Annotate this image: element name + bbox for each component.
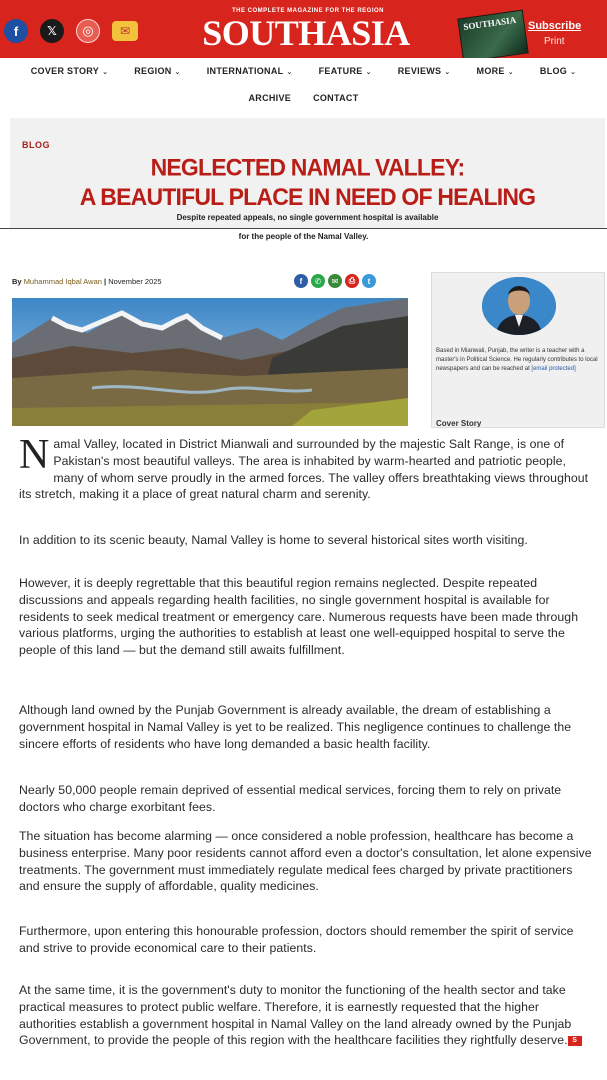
divider bbox=[0, 228, 607, 229]
author-avatar bbox=[482, 277, 556, 335]
title-line-1: NEGLECTED NAMAL VALLEY: bbox=[150, 153, 465, 181]
paragraph-6: The situation has become alarming — once considered a noble profession, healthcare has become a business enterprise. Many poor residents cannot afford even a doctor's consultation, let alone expensive treatments. The government must immediately regulate medical fees charged by private practitioners and ensure the supply of affordable, quality medicines. bbox=[19, 829, 592, 894]
paragraph-5: Nearly 50,000 people remain deprived of essential medical services, forcing them to rely on private doctors who charge exorbitant fees. bbox=[19, 783, 562, 814]
article-body bbox=[0, 430, 607, 1080]
article-dek-line-1: Despite repeated appeals, no single government hospital is available bbox=[176, 213, 439, 222]
article-dek-line-2: for the people of the Namal Valley. bbox=[238, 232, 369, 241]
chevron-down-icon: ⌄ bbox=[365, 69, 372, 76]
share-buttons bbox=[294, 274, 376, 288]
section-label[interactable]: BLOG bbox=[22, 140, 50, 150]
nav-row-primary bbox=[0, 66, 607, 76]
nav-label: REGION bbox=[134, 66, 172, 76]
chevron-down-icon: ⌄ bbox=[507, 69, 514, 76]
subscribe-link[interactable]: Subscribe bbox=[528, 20, 582, 32]
chevron-down-icon: ⌄ bbox=[102, 69, 109, 76]
article-title bbox=[10, 153, 605, 212]
byline: By Muhammad Iqbal Awan | November 2025 bbox=[12, 277, 162, 286]
paragraph-2: In addition to its scenic beauty, Namal Valley is home to several historical sites worth visiting. bbox=[19, 533, 528, 547]
brand-tagline: THE COMPLETE MAGAZINE FOR THE REGION bbox=[231, 8, 384, 14]
end-mark-icon: S bbox=[568, 1036, 582, 1046]
site-logo[interactable]: SOUTHASIA bbox=[202, 13, 410, 53]
nav-item-region[interactable] bbox=[134, 66, 180, 76]
byline-prefix: By bbox=[12, 277, 22, 286]
drop-cap: N bbox=[19, 432, 50, 478]
author-name[interactable]: Muhammad Iqbal Awan bbox=[23, 277, 102, 286]
paragraph-3: However, it is deeply regrettable that this beautiful region remains neglected. Despite repeated discussions and appeals regarding health facilities, no single government hospital is available for residents to seek medical treatment or emergency care. Numerous requests have been made through various platforms, urging the authorities to establish at least one well-equipped hospital to serve the people of this land — but the demand still awaits fulfillment. bbox=[19, 576, 579, 658]
twitter-share-icon[interactable]: t bbox=[362, 274, 376, 288]
nav-item-contact[interactable]: CONTACT bbox=[313, 93, 359, 103]
nav-label: FEATURE bbox=[318, 66, 363, 76]
nav-item-archive[interactable]: ARCHIVE bbox=[248, 93, 292, 103]
nav-row-secondary bbox=[0, 93, 607, 103]
main-nav bbox=[0, 58, 607, 118]
mail-icon[interactable]: ✉ bbox=[112, 21, 138, 41]
email-share-icon[interactable]: ✉ bbox=[328, 274, 342, 288]
author-photo bbox=[482, 277, 556, 335]
nav-label: COVER STORY bbox=[30, 66, 100, 76]
sidebar-next-heading: Cover Story bbox=[436, 419, 482, 427]
paragraph-text: amal Valley, located in District Mianwali and surrounded by the majestic Salt Range, is one of Pakistan's most beautiful valleys. The area is inhabited by warm-hearted and patriotic people, many of whom serve proudly in the armed forces. The valley offers breathtaking views throughout its stretch, making it a place of great natural charm and serenity. bbox=[19, 437, 589, 502]
print-share-icon[interactable]: ⎙ bbox=[345, 274, 359, 288]
paragraph-8 bbox=[19, 982, 593, 1049]
publish-date: November 2025 bbox=[108, 277, 162, 286]
title-line-2: A BEAUTIFUL PLACE IN NEED OF HEALING bbox=[79, 183, 536, 211]
article-hero-image bbox=[12, 298, 408, 426]
chevron-down-icon: ⌄ bbox=[444, 69, 451, 76]
paragraph-4: Although land owned by the Punjab Government is already available, the dream of establishing a government hospital in Namal Valley is yet to be realized. This negligence continues to challenge the sincere efforts of residents who have long demanded a basic health facility. bbox=[19, 703, 572, 751]
author-email-link[interactable]: [email protected] bbox=[531, 366, 576, 372]
nav-item-reviews[interactable] bbox=[398, 66, 451, 76]
nav-label: INTERNATIONAL bbox=[206, 66, 284, 76]
nav-item-more[interactable] bbox=[477, 66, 514, 76]
nav-item-feature[interactable] bbox=[319, 66, 372, 76]
print-link[interactable]: Print bbox=[544, 36, 565, 47]
instagram-icon[interactable]: ◎ bbox=[76, 19, 100, 43]
whatsapp-share-icon[interactable]: ✆ bbox=[311, 274, 325, 288]
chevron-down-icon: ⌄ bbox=[174, 69, 181, 76]
top-banner bbox=[0, 0, 607, 58]
author-bio bbox=[436, 347, 604, 374]
valley-landscape-image bbox=[12, 298, 408, 426]
facebook-share-icon[interactable]: f bbox=[294, 274, 308, 288]
bio-text: Based in Mianwali, Punjab, the writer is a teacher with a master's in Political Science. He regularly contributes to local newspapers and can be reached at bbox=[436, 348, 598, 372]
nav-label: MORE bbox=[476, 66, 505, 76]
nav-label: REVIEWS bbox=[397, 66, 442, 76]
author-card bbox=[431, 272, 605, 428]
x-icon[interactable]: 𝕏 bbox=[40, 19, 64, 43]
facebook-icon[interactable]: f bbox=[4, 19, 28, 43]
article-header bbox=[10, 118, 605, 228]
chevron-down-icon: ⌄ bbox=[286, 69, 293, 76]
cover-title: SOUTHASIA bbox=[462, 14, 517, 32]
paragraph-1 bbox=[19, 432, 593, 503]
paragraph-text: At the same time, it is the government's duty to monitor the functioning of the health sector and take practical measures to protect public welfare. Therefore, it is earnestly requested that the higher authorities establish a government hospital in Namal Valley on the land already owned by the Punjab Government, to provide the people of this region with the healthcare facilities they rightfully deserve. bbox=[19, 983, 572, 1048]
nav-item-blog[interactable] bbox=[540, 66, 576, 76]
nav-item-cover-story[interactable] bbox=[31, 66, 109, 76]
nav-label: BLOG bbox=[539, 66, 568, 76]
social-links bbox=[4, 19, 138, 43]
magazine-cover-thumbnail[interactable] bbox=[457, 10, 528, 63]
chevron-down-icon: ⌄ bbox=[570, 69, 577, 76]
paragraph-7: Furthermore, upon entering this honourable profession, doctors should remember the spirit of service and strive to provide economical care to their patients. bbox=[19, 924, 574, 955]
nav-item-international[interactable] bbox=[207, 66, 293, 76]
